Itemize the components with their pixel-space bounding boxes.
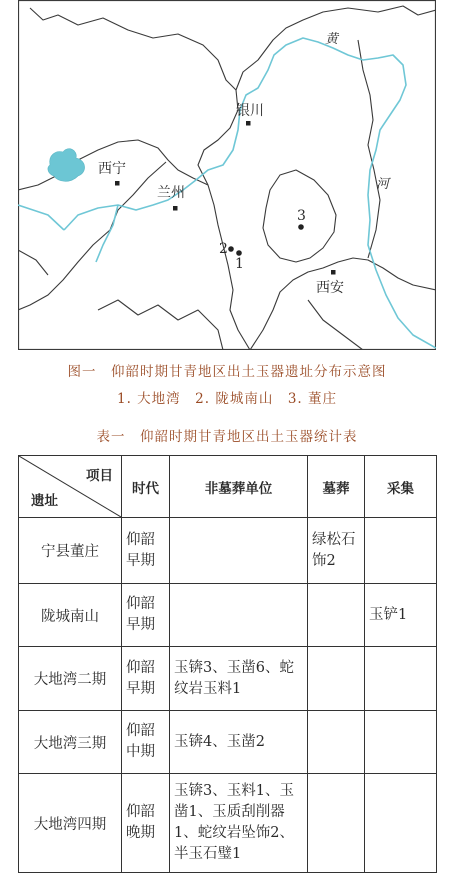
cell-burial xyxy=(308,774,365,873)
cell-non-burial xyxy=(170,518,308,584)
river-label-huang: 黄 xyxy=(325,32,339,47)
yellow-river xyxy=(18,38,436,348)
cell-non-burial: 玉锛3、玉料1、玉凿1、玉质刮削器1、蛇纹岩坠饰2、半玉石璧1 xyxy=(170,774,308,873)
table-row xyxy=(19,518,437,584)
header-corner-bottom: 遗址 xyxy=(31,493,58,509)
city-marker-yinchuan xyxy=(246,121,251,126)
city-label-xining: 西宁 xyxy=(98,161,126,177)
header-corner-cell xyxy=(19,456,122,518)
cell-burial xyxy=(308,711,365,774)
site-label-2: 2 xyxy=(219,241,228,257)
figure-title: 图一 仰韶时期甘青地区出土玉器遗址分布示意图 xyxy=(67,364,387,380)
table-row xyxy=(19,774,437,873)
header-non-burial: 非墓葬单位 xyxy=(170,456,308,518)
site-label-1: 1 xyxy=(235,256,244,272)
cell-period: 仰韶晚期 xyxy=(122,774,170,873)
cell-burial xyxy=(308,647,365,711)
table-title: 表一 仰韶时期甘青地区出土玉器统计表 xyxy=(96,429,358,445)
river-label-he: 河 xyxy=(376,177,390,192)
site-marker-2 xyxy=(228,246,234,252)
table-row xyxy=(19,584,437,647)
cell-site: 陇城南山 xyxy=(19,584,122,647)
cell-collected xyxy=(365,518,437,584)
table-row xyxy=(19,647,437,711)
cell-period: 仰韶早期 xyxy=(122,647,170,711)
cell-collected xyxy=(365,711,437,774)
cell-site: 大地湾四期 xyxy=(19,774,122,873)
cell-burial: 绿松石饰2 xyxy=(308,518,365,584)
header-burial: 墓葬 xyxy=(308,456,365,518)
cell-site: 大地湾三期 xyxy=(19,711,122,774)
city-marker-xian xyxy=(331,270,336,275)
site-marker-3 xyxy=(298,224,304,230)
table-header-row xyxy=(19,456,437,518)
cell-period: 仰韶早期 xyxy=(122,584,170,647)
cell-period: 仰韶中期 xyxy=(122,711,170,774)
table-row xyxy=(19,711,437,774)
city-marker-xining xyxy=(115,181,120,186)
cell-site: 大地湾二期 xyxy=(19,647,122,711)
cell-non-burial: 玉锛4、玉凿2 xyxy=(170,711,308,774)
cell-period: 仰韶早期 xyxy=(122,518,170,584)
cell-non-burial: 玉锛3、玉凿6、蛇纹岩玉料1 xyxy=(170,647,308,711)
map-frame xyxy=(19,1,436,350)
figure-legend: 1. 大地湾 2. 陇城南山 3. 董庄 xyxy=(116,391,337,407)
site-marker-1 xyxy=(236,250,242,256)
cell-collected: 玉铲1 xyxy=(365,584,437,647)
jade-statistics-table xyxy=(18,455,437,873)
city-label-lanzhou: 兰州 xyxy=(157,185,185,201)
cell-collected xyxy=(365,774,437,873)
city-marker-lanzhou xyxy=(173,206,178,211)
cell-non-burial xyxy=(170,584,308,647)
city-label-xian: 西安 xyxy=(316,280,344,296)
province-borders xyxy=(18,6,436,350)
header-corner-top: 项目 xyxy=(86,468,113,484)
cell-collected xyxy=(365,647,437,711)
header-collected: 采集 xyxy=(365,456,437,518)
distribution-map xyxy=(18,0,436,350)
site-label-3: 3 xyxy=(297,208,306,224)
qinghai-lake xyxy=(48,149,85,182)
cell-site: 宁县董庄 xyxy=(19,518,122,584)
header-period: 时代 xyxy=(122,456,170,518)
city-label-yinchuan: 银川 xyxy=(236,103,264,119)
cell-burial xyxy=(308,584,365,647)
